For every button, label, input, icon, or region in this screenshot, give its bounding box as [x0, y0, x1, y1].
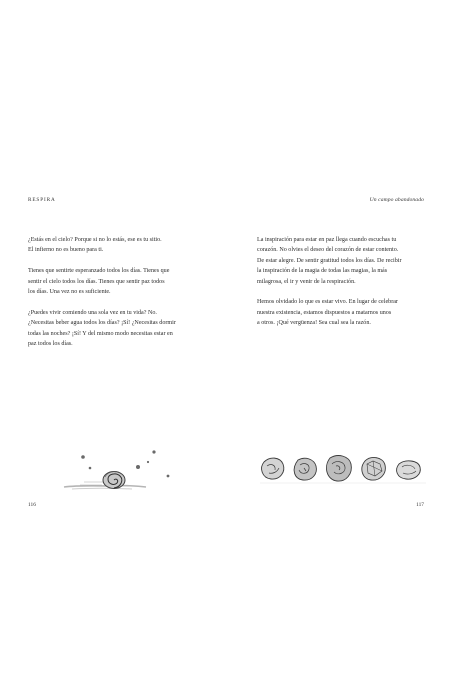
star-icon: [81, 450, 169, 477]
text-line: todas las noches? ¡Sí! Y del mismo modo necesitas estar en: [28, 330, 173, 337]
left-text-block: [28, 235, 208, 360]
paragraph: [28, 266, 208, 297]
text-line: ¿Estás en el cielo? Porque si no lo estás, ese es tu sitio.: [28, 237, 162, 243]
text-line: sentir el cielo todos los días. Tienes que sentir paz todos: [28, 278, 165, 285]
text-line: nuestra existencia, estamos dispuestos a matarnos unos: [257, 309, 392, 316]
row-of-stones-illustration: [256, 452, 431, 488]
paragraph: [28, 235, 208, 256]
page-number-left: 116: [28, 502, 36, 508]
right-text-block: [257, 235, 437, 339]
running-head-right: Un campo abandonado: [369, 197, 424, 203]
stone-icon: [294, 458, 316, 480]
text-line: El infierno no es bueno para ti.: [28, 247, 104, 254]
stone-icon: [262, 458, 284, 479]
stone-icon: [362, 458, 385, 481]
text-line: corazón. No olvies el deseo del corazón de estar contento.: [257, 247, 399, 254]
paragraph: [28, 308, 208, 350]
text-line: ¿Necesitas beber agua todos los días? ¡Sí! ¿Necesitas dormir: [28, 320, 176, 327]
rolling-stone-with-stars-illustration: [50, 442, 180, 494]
text-line: De estar alegre. De sentir gratitud todos los días. De recibir: [257, 257, 402, 264]
stone-icon: [397, 461, 421, 479]
text-line: ¿Puedes vivir comiendo una sola vez en tu vida? No.: [28, 309, 157, 316]
paragraph: [257, 297, 437, 328]
text-line: milagrosa, el ir y venir de la respiración.: [257, 278, 356, 285]
text-line: la inspiración de la magia de todas las magias, la más: [257, 268, 388, 275]
paragraph: [257, 235, 437, 287]
page-number-right: 117: [416, 502, 424, 508]
text-line: paz todos los días.: [28, 341, 73, 348]
running-head-left: RESPIRA: [28, 197, 56, 203]
text-line: La inspiración para estar en paz llega cuando escuchas tu: [257, 237, 397, 243]
text-line: a otros. ¡Qué vergüenza! Sea cual sea la razón.: [257, 320, 371, 327]
text-line: Tienes que sentirte esperanzado todos los días. Tienes que: [28, 268, 170, 275]
right-page: [226, 0, 452, 698]
stone-icon: [326, 456, 351, 482]
text-line: los días. Una vez no es suficiente.: [28, 289, 111, 296]
text-line: Hemos olvidado lo que es estar vivo. En lugar de celebrar: [257, 299, 398, 306]
